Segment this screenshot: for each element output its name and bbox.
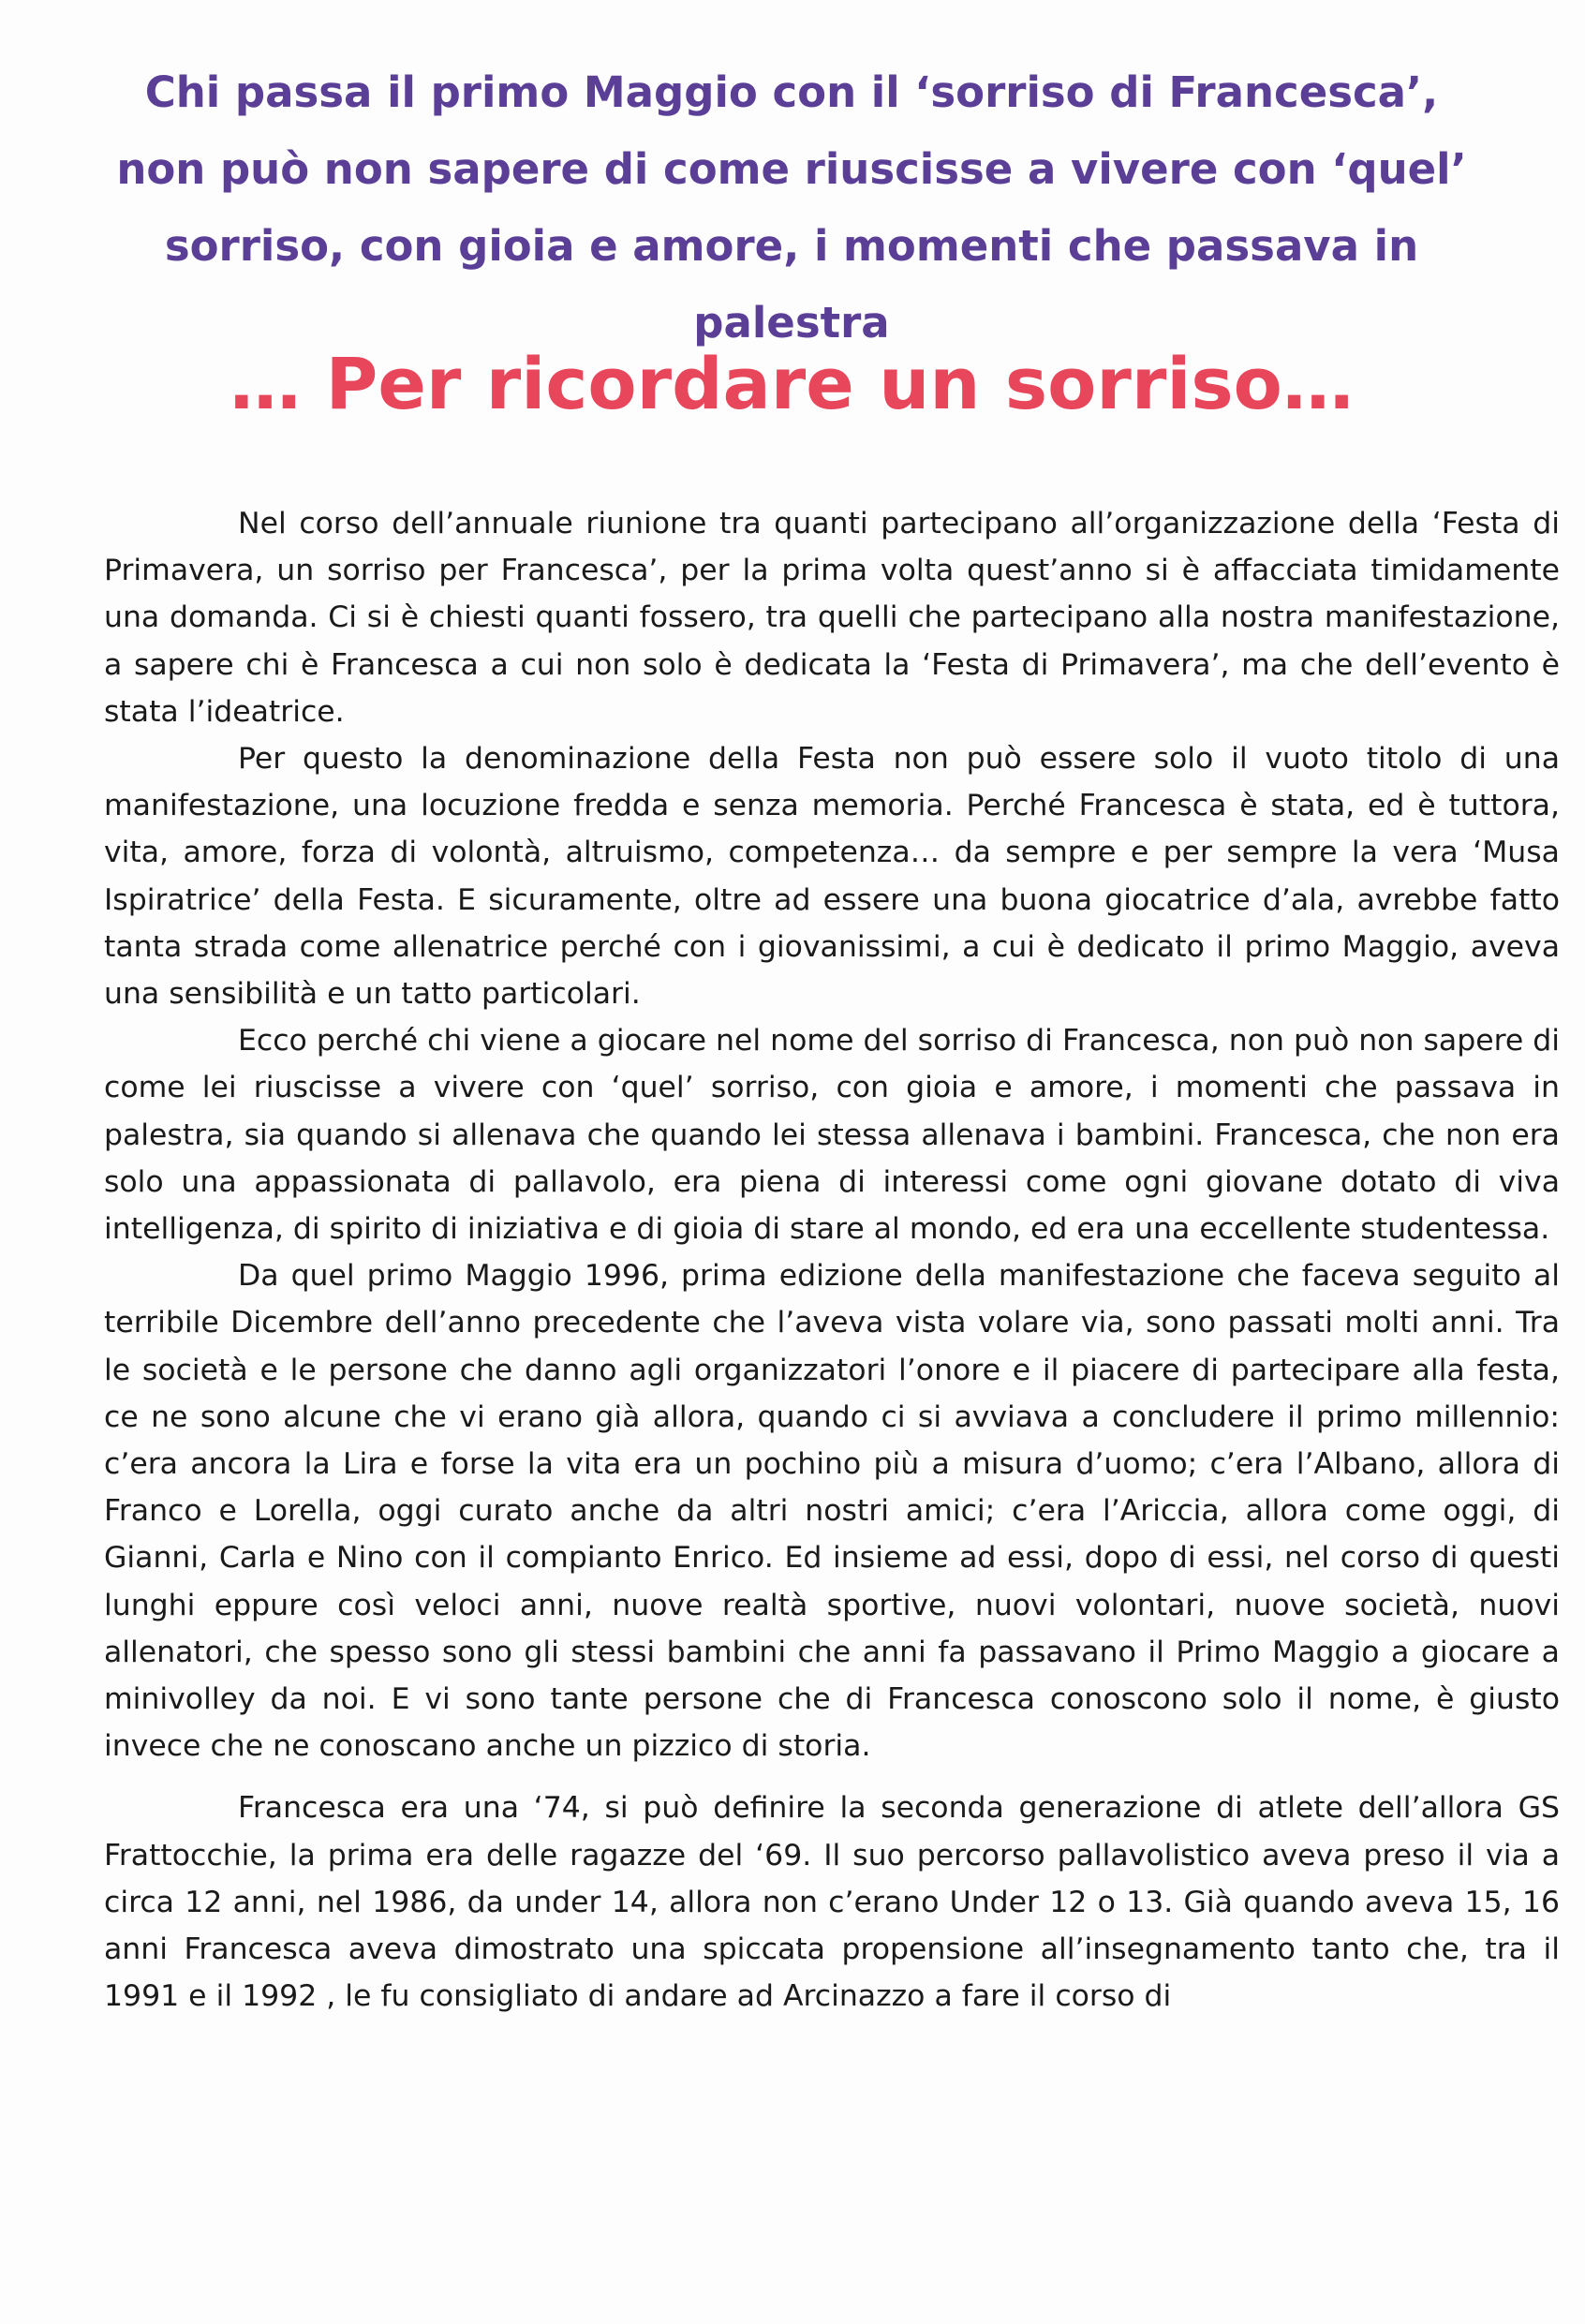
page-heading: Chi passa il primo Maggio con il ‘sorriso di Francesca’, non può non sapere di come riuscisse a vivere con ‘quel’ sorriso, con gioia e amore, i momenti che passava in palestra (116, 67, 1467, 348)
paragraph-5: Francesca era una ‘74, si può definire la seconda generazione di atlete dell’allora GS Frattocchie, la prima era delle ragazze del ‘69. Il suo percorso pallavolistico aveva preso il via a circa 12 anni, nel 1986, da under 14, allora non c’erano Under 12 o 13. Già quando aveva 15, 16 anni Francesca aveva dimostrato una spiccata propensione all’insegnamento tanto che, tra il 1991 e il 1992 , le fu consigliato di andare ad Arcinazzo a fare il corso di (104, 1791, 1560, 2014)
body-text (104, 500, 1560, 2021)
paragraph-3: Ecco perché chi viene a giocare nel nome del sorriso di Francesca, non può non sapere di come lei riuscisse a vivere con ‘quel’ sorriso, con gioia e amore, i momenti che passava in palestra, sia quando si allenava che quando lei stessa allenava i bambini. Francesca, che non era solo una appassionata di pallavolo, era piena di interessi come ogni giovane dotato di viva intelligenza, di spirito di iniziativa e di gioia di stare al mondo, ed era una eccellente studentessa. (104, 1024, 1560, 1247)
paragraph-4: Da quel primo Maggio 1996, prima edizione della manifestazione che faceva seguito al terribile Dicembre dell’anno precedente che l’aveva vista volare via, sono passati molti anni. Tra le società e le persone che danno agli organizzatori l’onore e il piacere di partecipare alla festa, ce ne sono alcune che vi erano già allora, quando ci si avviava a concludere il primo millennio: c’era ancora la Lira e forse la vita era un pochino più a misura d’uomo; c’era l’Albano, allora di Franco e Lorella, oggi curato anche da altri nostri amici; c’era l’Ariccia, allora come oggi, di Gianni, Carla e Nino con il compianto Enrico. Ed insieme ad essi, dopo di essi, nel corso di questi lunghi eppure così veloci anni, nuove realtà sportive, nuovi volontari, nuove società, nuovi allenatori, che spesso sono gli stessi bambini che anni fa passavano il Primo Maggio a giocare a minivolley da noi. E vi sono tante persone che di Francesca conoscono solo il nome, è giusto invece che ne conoscano anche un pizzico di storia. (104, 1259, 1560, 1764)
paragraph-1: Nel corso dell’annuale riunione tra quanti partecipano all’organizzazione della ‘Festa di Primavera, un sorriso per Francesca’, per la prima volta quest’anno si è affacciata timidamente una domanda. Ci si è chiesti quanti fossero, tra quelli che partecipano alla nostra manifestazione, a sapere chi è Francesca a cui non solo è dedicata la ‘Festa di Primavera’, ma che dell’evento è stata l’ideatrice. (104, 507, 1560, 729)
page-subtitle: … Per ricordare un sorriso… (230, 342, 1354, 425)
scan-mark (965, 7, 1002, 21)
paragraph-2: Per questo la denominazione della Festa non può essere solo il vuoto titolo di una manifestazione, una locuzione fredda e senza memoria. Perché Francesca è stata, ed è tuttora, vita, amore, forza di volontà, altruismo, competenza… da sempre e per sempre la vera ‘Musa Ispiratrice’ della Festa. E sicuramente, oltre ad essere una buona giocatrice d’ala, avrebbe fatto tanta strada come allenatrice perché con i giovanissimi, a cui è dedicato il primo Maggio, aveva una sensibilità e un tatto particolari. (104, 742, 1560, 1012)
